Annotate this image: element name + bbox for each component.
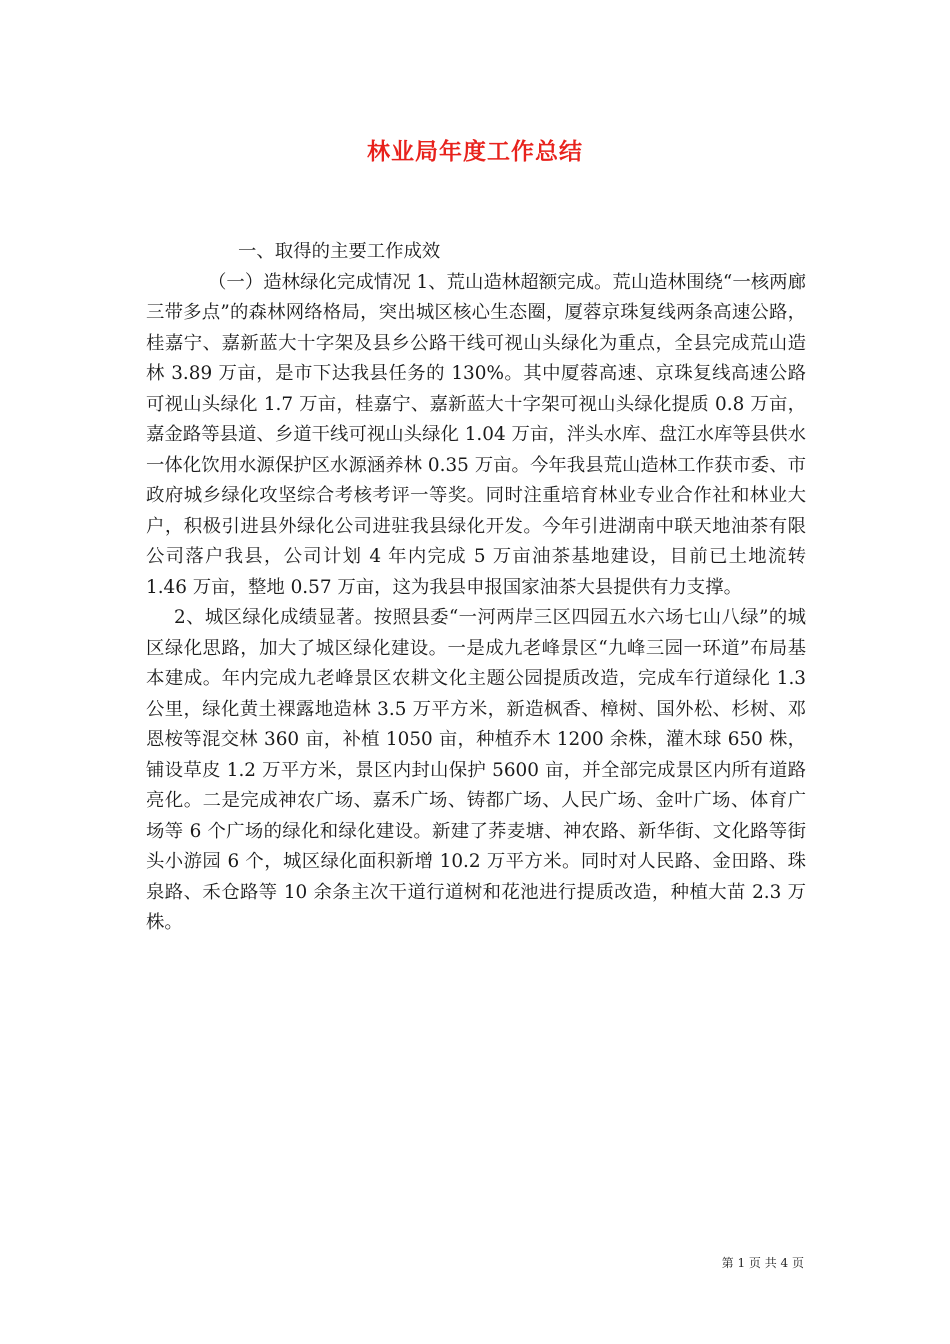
document-title: 林业局年度工作总结 bbox=[367, 138, 583, 165]
page-number: 第 1 页 共 4 页 bbox=[721, 1256, 804, 1270]
section-heading: 一、取得的主要工作成效 bbox=[238, 241, 441, 262]
document-body bbox=[146, 237, 806, 939]
paragraph-afforestation: （一）造林绿化完成情况 1、荒山造林超额完成。荒山造林围绕“一核两廊三带多点”的森林网络格局，突出城区核心生态圈，厦蓉京珠复线两条高速公路，桂嘉宁、嘉新蓝大十字架及县乡公路干线可视山头绿化为重点，全县完成荒山造林 3.89 万亩，是市下达我县任务的 130%。其中厦蓉高速、京珠复线高速公路可视山头绿化 1.7 万亩，桂嘉宁、嘉新蓝大十字架可视山头绿化提质 0.8 万亩，嘉金路等县道、乡道干线可视山头绿化 1.04 万亩，泮头水库、盘江水库等县供水一体化饮用水源保护区水源涵养林 0.35 万亩。今年我县荒山造林工作获市委、市政府城乡绿化攻坚综合考核考评一等奖。同时注重培育林业专业合作社和林业大户，积极引进县外绿化公司进驻我县绿化开发。今年引进湖南中联天地油茶有限公司落户我县，公司计划 4 年内完成 5 万亩油茶基地建设，目前已土地流转 1.46 万亩，整地 0.57 万亩，这为我县申报国家油茶大县提供有力支撑。 bbox=[146, 271, 806, 598]
paragraph-urban-greening: 2、城区绿化成绩显著。按照县委“一河两岸三区四园五水六场七山八绿”的城区绿化思路，加大了城区绿化建设。一是成九老峰景区“九峰三园一环道”布局基本建成。年内完成九老峰景区农耕文化主题公园提质改造，完成车行道绿化 1.3 公里，绿化黄土裸露地造林 3.5 万平方米，新造枫香、樟树、国外松、杉树、邓恩桉等混交林 360 亩，补植 1050 亩，种植乔木 1200 余株，灌木球 650 株，铺设草皮 1.2 万平方米，景区内封山保护 5600 亩，并全部完成景区内所有道路亮化。二是完成神农广场、嘉禾广场、铸都广场、人民广场、金叶广场、体育广场等 6 个广场的绿化和绿化建设。新建了荞麦塘、神农路、新华街、文化路等街头小游园 6 个，城区绿化面积新增 10.2 万平方米。同时对人民路、金田路、珠泉路、禾仓路等 10 余条主次干道行道树和花池进行提质改造，种植大苗 2.3 万株。 bbox=[146, 607, 806, 933]
